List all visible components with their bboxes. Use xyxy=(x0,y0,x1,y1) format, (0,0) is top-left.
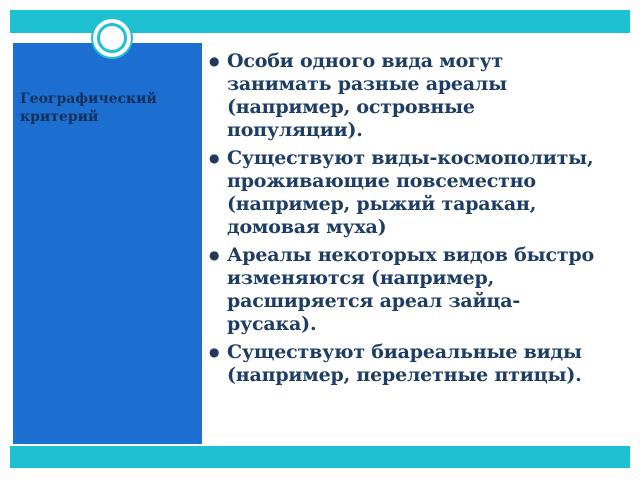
bullet-text: Особи одного вида могут занимать разные ареалы (например, островные популяции). xyxy=(227,50,507,141)
bullet-text: Существуют биареальные виды (например, перелетные птицы). xyxy=(227,341,582,386)
bullet-text: Существуют виды-космополиты, проживающие повсеместно (например, рыжий таракан, домовая муха) xyxy=(227,147,594,238)
bullet-dot-icon: ● xyxy=(209,151,220,165)
bullet-item xyxy=(206,147,626,239)
bullet-item xyxy=(206,50,626,142)
bullet-item xyxy=(206,341,626,387)
sidebar-title: Географический критерий xyxy=(20,91,157,125)
bullet-text: Ареалы некоторых видов быстро изменяются (например, расширяется ареал зайца- русака). xyxy=(227,244,594,335)
bullet-dot-icon: ● xyxy=(209,248,220,262)
bullet-list xyxy=(206,50,626,392)
bullet-item xyxy=(206,244,626,336)
bottom-accent-band xyxy=(10,446,630,468)
ring-inner-decoration xyxy=(97,23,127,53)
bullet-dot-icon: ● xyxy=(209,345,220,359)
bullet-dot-icon: ● xyxy=(209,54,220,68)
